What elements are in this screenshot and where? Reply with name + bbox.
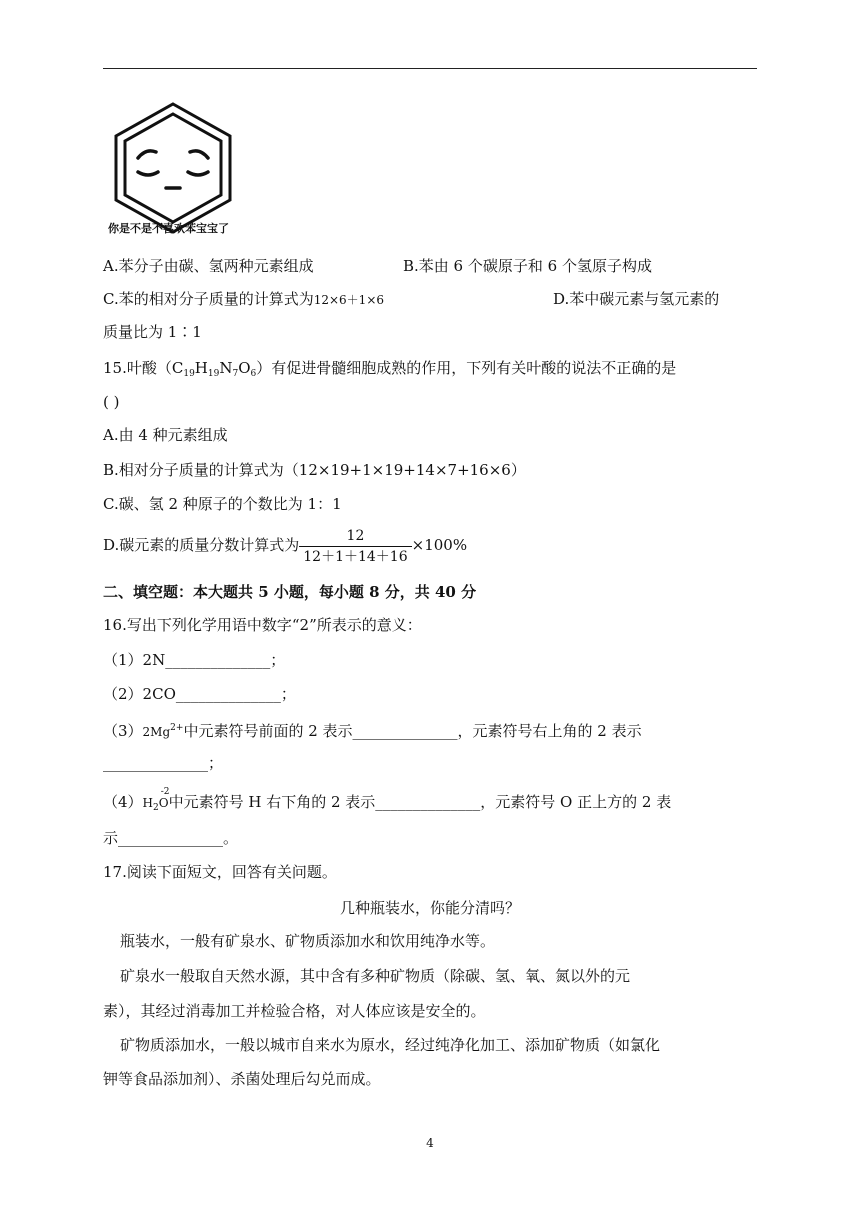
q14-option-d: D.苯中碳元素与氢元素的 bbox=[553, 290, 720, 308]
q15-option-c: C.碳、氢 2 种原子的个数比为 1：1 bbox=[103, 495, 342, 513]
q16-item-4-text: 中元素符号 H 右下角的 2 表示______________，元素符号 O 正上方的 2 表 bbox=[168, 793, 672, 811]
q15-rest: ）有促进骨髓细胞成熟的作用，下列有关叶酸的说法不正确的是 bbox=[256, 359, 677, 377]
q15-option-a: A.由 4 种元素组成 bbox=[103, 426, 228, 444]
q16-stem: 16.写出下列化学用语中数字“2”所表示的意义： bbox=[103, 616, 422, 634]
formula-h: H bbox=[142, 796, 154, 810]
q16-item-3 bbox=[103, 718, 642, 742]
q15-option-d-text: D.碳元素的质量分数计算式为 bbox=[103, 536, 300, 554]
q15-answer-paren: ( ) bbox=[103, 393, 120, 411]
header-rule bbox=[103, 68, 757, 69]
q16-item-4-num: （4） bbox=[103, 793, 143, 811]
q17-stem: 17.阅读下面短文，回答有关问题。 bbox=[103, 863, 337, 881]
formula-c-count: 19 bbox=[183, 369, 195, 379]
benzene-face-icon bbox=[108, 100, 238, 235]
article-paragraph-3a: 矿物质添加水，一般以城市自来水为原水，经过纯净化加工、添加矿物质（如氯化 bbox=[120, 1036, 661, 1054]
formula-h: H bbox=[194, 359, 208, 377]
q16-item-3-cont: ______________； bbox=[103, 754, 224, 772]
q16-item-2: （2）2CO______________； bbox=[103, 685, 296, 703]
formula-c: C bbox=[171, 359, 184, 377]
q16-item-3-num: （3） bbox=[103, 722, 143, 740]
q14-option-a: A.苯分子由碳、氢两种元素组成 bbox=[103, 257, 314, 275]
page-number: 4 bbox=[426, 1136, 434, 1150]
fraction-numerator: 12 bbox=[299, 526, 411, 547]
ion-charge: 2+ bbox=[170, 723, 184, 733]
formula-n: N bbox=[219, 359, 233, 377]
article-title: 几种瓶装水，你能分清吗？ bbox=[339, 899, 520, 917]
q14-option-b: B.苯由 6 个碳原子和 6 个氢原子构成 bbox=[403, 257, 652, 275]
q16-item-3-text: 中元素符号前面的 2 表示______________，元素符号右上角的 2 表示 bbox=[183, 722, 642, 740]
article-paragraph-2b: 素），其经过消毒加工并检验合格，对人体应该是安全的。 bbox=[103, 1002, 486, 1020]
article-paragraph-3b: 钾等食品添加剂）、杀菌处理后勾兑而成。 bbox=[103, 1070, 381, 1088]
section-title: 二、填空题：本大题共 5 小题，每小题 8 分，共 40 分 bbox=[103, 583, 477, 601]
q16-item-4-cont: 示______________。 bbox=[103, 829, 239, 847]
q14-option-d-cont: 质量比为 1∶1 bbox=[103, 323, 202, 341]
formula-o-count: 6 bbox=[250, 369, 257, 379]
fraction bbox=[299, 526, 411, 567]
formula-o: O bbox=[158, 796, 169, 810]
formula-o: O bbox=[238, 359, 251, 377]
q15-prefix: 15.叶酸（ bbox=[103, 359, 172, 377]
article-paragraph-1: 瓶装水，一般有矿泉水、矿物质添加水和饮用纯净水等。 bbox=[120, 932, 496, 950]
q15-stem bbox=[103, 358, 676, 384]
formula-n-count: 7 bbox=[232, 369, 239, 379]
formula-h-count: 19 bbox=[207, 369, 220, 379]
figure-caption: 你是不是不喜欢苯宝宝了 bbox=[108, 222, 229, 235]
q14-option-c-expr: 12×6＋1×6 bbox=[313, 293, 385, 307]
q15-option-b: B.相对分子质量的计算式为（12×19+1×19+14×7+16×6） bbox=[103, 461, 526, 479]
q16-item-4 bbox=[103, 787, 672, 818]
formula-h-sub: 2 bbox=[153, 803, 159, 813]
fraction-denominator: 12＋1＋14＋16 bbox=[303, 548, 408, 565]
q14-option-c-text: C.苯的相对分子质量的计算式为 bbox=[103, 290, 314, 308]
q15-option-d bbox=[103, 524, 467, 567]
valence-mark: -2 bbox=[160, 787, 170, 797]
formula-o-with-valence bbox=[158, 787, 170, 813]
article-paragraph-2a: 矿泉水一般取自天然水源，其中含有多种矿物质（除碳、氢、氧、氮以外的元 bbox=[120, 967, 631, 985]
q15-option-d-tail: ×100% bbox=[411, 536, 468, 554]
q14-option-c bbox=[103, 289, 384, 310]
q16-item-1: （1）2N______________； bbox=[103, 651, 286, 669]
ion-symbol: 2Mg bbox=[142, 725, 171, 739]
